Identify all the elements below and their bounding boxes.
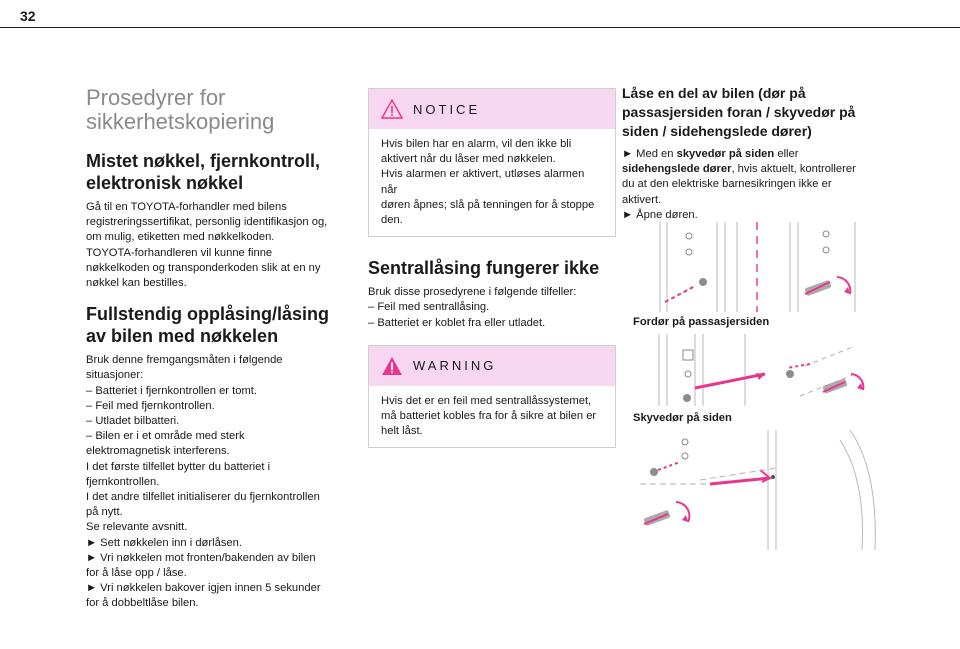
- text-line: ► Åpne døren.: [622, 208, 698, 221]
- text-line: elektromagnetisk interferens.: [86, 445, 230, 458]
- text-line: I det andre tilfellet initialiserer du fjernkontrollen: [86, 491, 320, 504]
- text-line: på nytt.: [86, 506, 123, 519]
- text-line: aktivert.: [622, 193, 662, 206]
- notice-title: NOTICE: [413, 101, 481, 117]
- page-number: 32: [20, 8, 36, 24]
- central-lock-heading: Sentrallåsing fungerer ikke: [368, 258, 600, 279]
- text-line: Se relevante avsnitt.: [86, 521, 188, 534]
- warning-box: [368, 345, 616, 449]
- notice-triangle-icon: [381, 99, 403, 119]
- text-line: I det første tilfellet bytter du batteriet i: [86, 460, 271, 473]
- text-line: helt låst.: [381, 425, 423, 438]
- key-lock-heading: [86, 303, 348, 347]
- lost-key-text: [86, 200, 348, 291]
- text-line: – Feil med fjernkontrollen.: [86, 399, 215, 412]
- heading-line: Låse en del av bilen (dør på: [622, 85, 806, 101]
- section-title: [86, 86, 348, 134]
- text-line: for å låse opp / låse.: [86, 567, 187, 580]
- notice-body: [369, 129, 615, 236]
- text-line: Hvis alarmen er aktivert, utløses alarmen når: [381, 168, 585, 196]
- warning-triangle-icon: [381, 356, 403, 376]
- key-lock-text: [86, 353, 348, 611]
- text-line: sidehengslede dører, hvis aktuelt, kontrollerer: [622, 163, 856, 176]
- section-title-line: sikkerhetskopiering: [86, 109, 275, 134]
- section-title-line: Prosedyrer for: [86, 85, 226, 110]
- text-line: aktivert når du låser med nøkkelen.: [381, 153, 556, 166]
- text-line: ► Vri nøkkelen bakover igjen innen 5 sekunder: [86, 582, 321, 595]
- column-2: [368, 84, 616, 448]
- text-line: døren åpnes; slå på tenningen for å stoppe: [381, 198, 595, 211]
- heading-line: siden / sidehengslede dører): [622, 123, 812, 139]
- text-line: for å dobbeltlåse bilen.: [86, 597, 199, 610]
- text-line: – Bilen er i et område med sterk: [86, 430, 245, 443]
- lost-key-heading: [86, 150, 348, 194]
- column-3: [622, 84, 892, 223]
- heading-line: av bilen med nøkkelen: [86, 326, 279, 347]
- heading-line: passasjersiden foran / skyvedør på: [622, 104, 856, 120]
- text-line: ► Sett nøkkelen inn i dørlåsen.: [86, 536, 242, 549]
- text-line: den.: [381, 214, 403, 227]
- text-line: Bruk disse prosedyrene i følgende tilfeller:: [368, 286, 577, 299]
- text-line: Hvis det er en feil med sentrallåssystemet,: [381, 394, 592, 407]
- text-line: fjernkontrollen.: [86, 475, 160, 488]
- front-door-lock-illustration: [655, 222, 865, 312]
- partial-lock-heading: [622, 84, 892, 141]
- sliding-door-lock-illustration: [655, 334, 870, 406]
- heading-line: Mistet nøkkel, fjernkontroll,: [86, 151, 321, 171]
- text-line: om mulig, etiketten med nøkkelkoden.: [86, 231, 275, 244]
- text-line: Bruk denne fremgangsmåten i følgende: [86, 354, 283, 367]
- text-line: – Batteriet i fjernkontrollen er tomt.: [86, 384, 257, 397]
- front-door-caption: Fordør på passasjersiden: [633, 316, 770, 328]
- text-line: TOYOTA-forhandleren vil kunne finne: [86, 246, 273, 259]
- central-lock-text: [368, 285, 616, 331]
- text-line: ► Vri nøkkelen mot fronten/bakenden av bilen: [86, 551, 316, 564]
- warning-title: WARNING: [413, 358, 497, 374]
- text-line: må batteriet kobles fra for å sikre at bilen er: [381, 410, 597, 423]
- text-line: du at den elektriske barnesikringen ikke er: [622, 178, 832, 191]
- text-line: nøkkelkoden og transponderkoden slik at en ny: [86, 261, 321, 274]
- text-line: – Utladet bilbatteri.: [86, 415, 180, 428]
- column-1: [86, 80, 348, 612]
- side-hinged-door-lock-illustration: [640, 430, 890, 550]
- heading-line: Fullstendig opplåsing/låsing: [86, 304, 330, 325]
- warning-header: [369, 346, 615, 386]
- notice-header: [369, 89, 615, 129]
- partial-lock-text: [622, 147, 892, 223]
- text-line: nøkkel kan bestilles.: [86, 277, 187, 290]
- text-line: Hvis bilen har en alarm, vil den ikke bli: [381, 138, 572, 150]
- text-line: situasjoner:: [86, 369, 144, 382]
- notice-box: [368, 88, 616, 237]
- text-line: registreringssertifikat, personlig identifikasjon og,: [86, 216, 328, 229]
- text-line: – Batteriet er koblet fra eller utladet.: [368, 316, 546, 329]
- heading-line: elektronisk nøkkel: [86, 173, 244, 193]
- warning-body: [369, 386, 615, 448]
- text-line: Gå til en TOYOTA-forhandler med bilens: [86, 201, 287, 213]
- text-line: ► Med en skyvedør på siden eller: [622, 148, 799, 160]
- text-line: – Feil med sentrallåsing.: [368, 301, 490, 314]
- header-rule: [0, 27, 960, 28]
- sliding-door-caption: Skyvedør på siden: [633, 412, 732, 424]
